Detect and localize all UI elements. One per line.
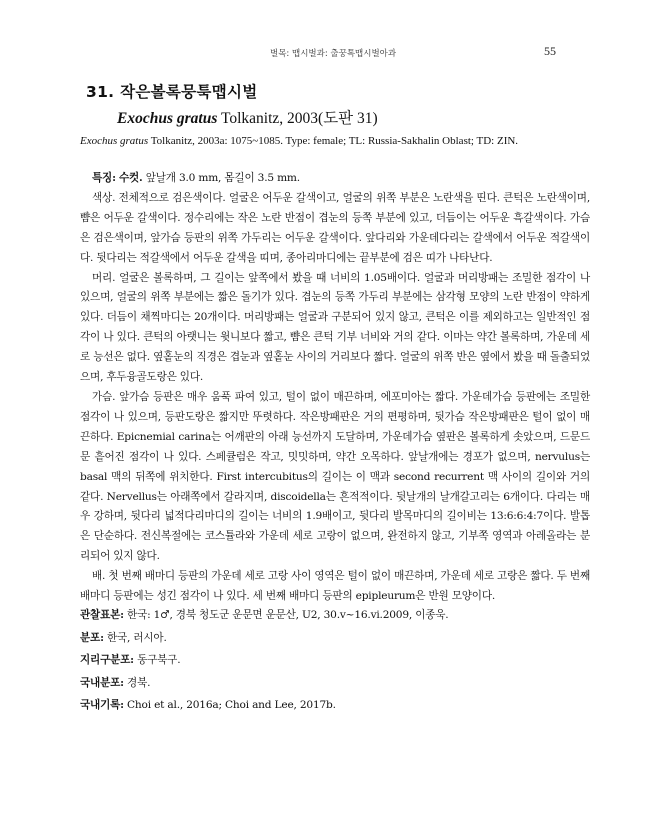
species-heading <box>86 80 378 128</box>
record-value: 동구북구. <box>137 654 181 666</box>
scientific-name: Exochus gratus <box>117 110 218 127</box>
record-label: 분포: <box>80 631 104 644</box>
record-domestic-literature <box>80 694 600 717</box>
records <box>80 604 600 717</box>
record-value: Choi et al., 2016a; Choi and Lee, 2017b. <box>127 699 336 711</box>
citation <box>80 135 600 147</box>
species-number: 31. <box>86 83 115 101</box>
feature-label: 특징: <box>92 172 116 184</box>
record-domestic-distribution <box>80 672 600 695</box>
plate-reference: (도판 31) <box>318 110 378 127</box>
record-zoogeography <box>80 649 600 672</box>
citation-scientific-name: Exochus gratus <box>80 135 149 147</box>
record-label: 지리구분포: <box>80 654 134 666</box>
record-value: 경북. <box>127 676 151 689</box>
sex-label: 수컷. <box>118 172 143 184</box>
size-text: 앞날개 3.0 mm, 몸길이 3.5 mm. <box>145 172 300 184</box>
page-number: 55 <box>544 44 556 58</box>
author-year: Tolkanitz, 2003 <box>220 110 319 127</box>
paragraph-head: 머리. 얼굴은 볼록하며, 그 길이는 앞쪽에서 봤을 때 너비의 1.05배이다. 얼굴과 머리방패는 조밀한 점각이 나 있으며, 얼굴의 위쪽 부분에는 짧은 돌기가 있다. 겹눈의 등쪽 가두리 부분에는 삼각형 모양의 노란 반점이 약하게 있다. 더듬이 채찍마디는 20개이다. 머리방패는 얼굴과 구분되어 있지 않고, 큰턱은 이를 제외하고는 일반적인 점각이 나 있다. 큰턱의 아랫니는 윗니보다 짧고, 뺨은 큰턱 기부 너비와 거의 같다. 이마는 약간 볼록하며, 가운데 세로 능선은 없다. 옆홑눈의 직경은 겹눈과 옆홑눈 사이의 거리보다 짧다. 얼굴의 위쪽 반은 옆에서 봤을 때 돌출되었으며, 후두융골도랑은 있다. <box>80 271 590 384</box>
paragraph-color: 색상. 전체적으로 검은색이다. 얼굴은 어두운 갈색이고, 얼굴의 위쪽 부분은 노란색을 띤다. 큰턱은 노란색이며, 뺨은 어두운 갈색이다. 정수리에는 작은 노란 반점이 겹눈의 등쪽 부분에 있고, 더듬이는 어두운 흑갈색이다. 가슴은 검은색이며, 앞가슴 등판의 위쪽 가두리는 어두운 갈색이다. 앞다리와 가운데다리는 갈색에서 어두운 적갈색이다. 뒷다리는 적갈색에서 어두운 갈색을 띠며, 종아리마디에는 끝부분에 검은 띠가 나타난다. <box>80 191 590 264</box>
heading-korean-line <box>86 80 378 102</box>
record-value: 한국, 러시아. <box>106 631 167 644</box>
running-title: 벌목: 맵시벌과: 출꿍톡맵시벌아과 <box>270 49 397 59</box>
citation-text: Tolkanitz, 2003a: 1075~1085. Type: female; TL: Russia-Sakhalin Oblast; TD: ZIN. <box>150 135 519 147</box>
record-specimens <box>80 604 600 627</box>
record-value: 한국: 1♂, 경북 청도군 운문면 운문산, U2, 30.v~16.vi.2009, 이종욱. <box>127 609 449 621</box>
feature-line <box>80 169 590 189</box>
running-head <box>0 46 652 60</box>
record-label: 관찰표본: <box>80 609 124 621</box>
description <box>80 169 590 607</box>
paragraph-thorax: 가슴. 앞가슴 등판은 매우 움푹 파여 있고, 털이 없이 매끈하며, 에포미아는 짧다. 가운데가슴 등판에는 조밀한 점각이 나 있으며, 등판도랑은 짧지만 뚜렷하다. 작은방패판은 거의 편평하며, 뒷가슴 작은방패판은 털이 없이 매끈하다. Epicnemial carina는 어깨판의 아래 능선까지 도달하며, 가운데가슴 옆판은 볼록하게 솟았으며, 드문드문 흩어진 점각이 나 있다. 스페큘럼은 작고, 밋밋하며, 약간 오목하다. 앞날개에는 경포가 없으며, nervulus는 basal 맥의 뒤쪽에 위치한다. First intercubitus의 길이는 이 맥과 second recurrent 맥 사이의 길이와 거의 같다. Nervellus는 아래쪽에서 갈라지며, discoidella는 흔적적이다. 뒷날개의 날개갈고리는 6개이다. 다리는 매우 강하며, 뒷다리 넓적다리마디의 길이는 너비의 1.9배이고, 뒷다리 발목마디의 길이비는 13:6:6:4:7이다. 발톱은 단순하다. 전신복절에는 코스튤라와 가운데 세로 고랑이 없으며, 완전하지 않고, 기부쪽 영역과 아레올라는 분리되어 있지 않다. <box>80 390 590 563</box>
record-label: 국내분포: <box>80 676 124 689</box>
korean-name: 작은볼록뭉툭맵시벌 <box>120 83 258 101</box>
record-label: 국내기록: <box>80 699 124 711</box>
record-distribution <box>80 627 600 650</box>
paragraph-abdomen: 배. 첫 번째 배마디 등판의 가운데 세로 고랑 사이 영역은 털이 없이 매끈하며, 가운데 세로 고랑은 짧다. 두 번째 배마디 등판에는 성긴 점각이 나 있다. 세 번째 배마디 등판의 epipleurum은 반원 모양이다. <box>80 570 590 603</box>
heading-scientific-line <box>86 106 378 128</box>
